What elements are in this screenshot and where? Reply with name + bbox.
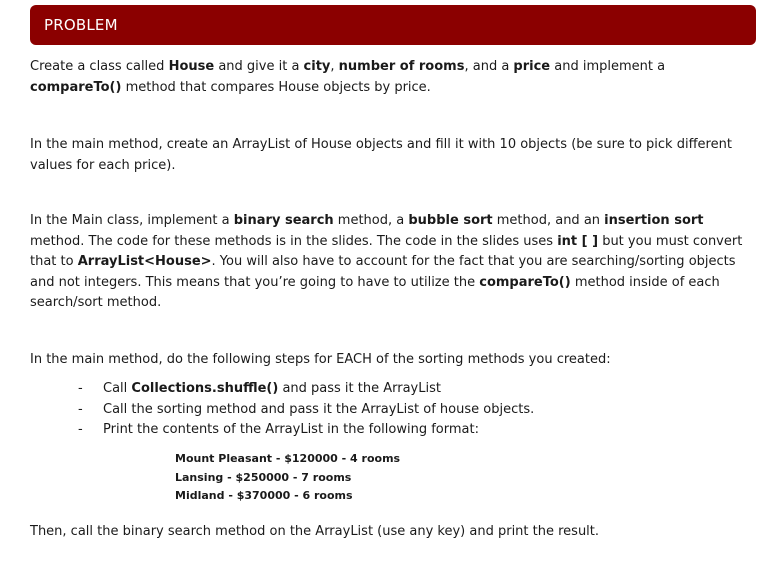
text: and pass it the ArrayList xyxy=(278,381,441,396)
steps-list xyxy=(78,379,534,441)
paragraph-steps-intro: In the main method, do the following steps for EACH of the sorting methods you created: xyxy=(30,352,611,367)
text: method, a xyxy=(333,213,409,228)
bold-text-compareto: compareTo() xyxy=(479,274,571,290)
text: method, and an xyxy=(492,213,605,228)
bold-text-insertion-sort: insertion sort xyxy=(604,213,704,228)
text: In the Main class, implement a xyxy=(30,213,234,228)
example-line: Mount Pleasant - $120000 - 4 rooms xyxy=(175,452,401,465)
text: Call the sorting method and pass it the ArrayList of house objects. xyxy=(103,401,535,417)
text: . You will also have to account for the fact that you are searching/sorting objects and not integers. This means that you’re going to have to utilize the xyxy=(30,254,736,290)
bold-text-compareto: compareTo() xyxy=(30,79,122,95)
bold-text-arraylist-house: ArrayList<House> xyxy=(77,254,212,269)
text: method that compares House objects by price. xyxy=(121,79,431,95)
bold-text-collections-shuffle: Collections.shuffle() xyxy=(131,381,279,396)
bold-text-price: price xyxy=(513,59,551,74)
text: , and a xyxy=(464,59,514,74)
paragraph-search-sort-methods xyxy=(30,211,750,314)
bold-text-binary-search: binary search xyxy=(233,213,334,228)
dash-bullet: - xyxy=(78,401,83,417)
text: Call xyxy=(103,381,132,396)
example-line: Midland - $370000 - 6 rooms xyxy=(175,489,353,502)
text: and give it a xyxy=(214,59,304,74)
paragraph-binary-search-call: Then, call the binary search method on the ArrayList (use any key) and print the result. xyxy=(30,524,600,539)
list-item xyxy=(78,379,534,400)
bold-text-bubble-sort: bubble sort xyxy=(408,213,493,228)
bold-text-city: city xyxy=(303,59,331,74)
text: method inside of each search/sort method. xyxy=(30,274,720,310)
bold-text-int-array: int [ ] xyxy=(557,233,599,249)
list-item xyxy=(78,400,534,421)
text: method. The code for these methods is in the slides. The code in the slides uses xyxy=(30,233,558,249)
list-item xyxy=(78,420,534,441)
paragraph-class-requirements xyxy=(30,57,750,98)
problem-header-bar xyxy=(30,5,756,45)
output-format-example xyxy=(175,450,400,506)
bold-text-house: House xyxy=(168,59,215,74)
bold-text-number-of-rooms: number of rooms xyxy=(338,59,465,74)
text: and implement a xyxy=(550,59,666,74)
dash-bullet: - xyxy=(78,381,83,396)
text: but you must convert that to xyxy=(30,233,743,269)
problem-heading: PROBLEM xyxy=(44,16,118,34)
text: Create a class called xyxy=(30,59,169,74)
text: , xyxy=(330,59,339,74)
example-line: Lansing - $250000 - 7 rooms xyxy=(175,470,352,484)
dash-bullet: - xyxy=(78,422,83,437)
paragraph-main-method-arraylist: In the main method, create an ArrayList of House objects and fill it with 10 objects (be sure to pick different values for each price). xyxy=(30,137,732,173)
text: Print the contents of the ArrayList in the following format: xyxy=(103,422,479,437)
